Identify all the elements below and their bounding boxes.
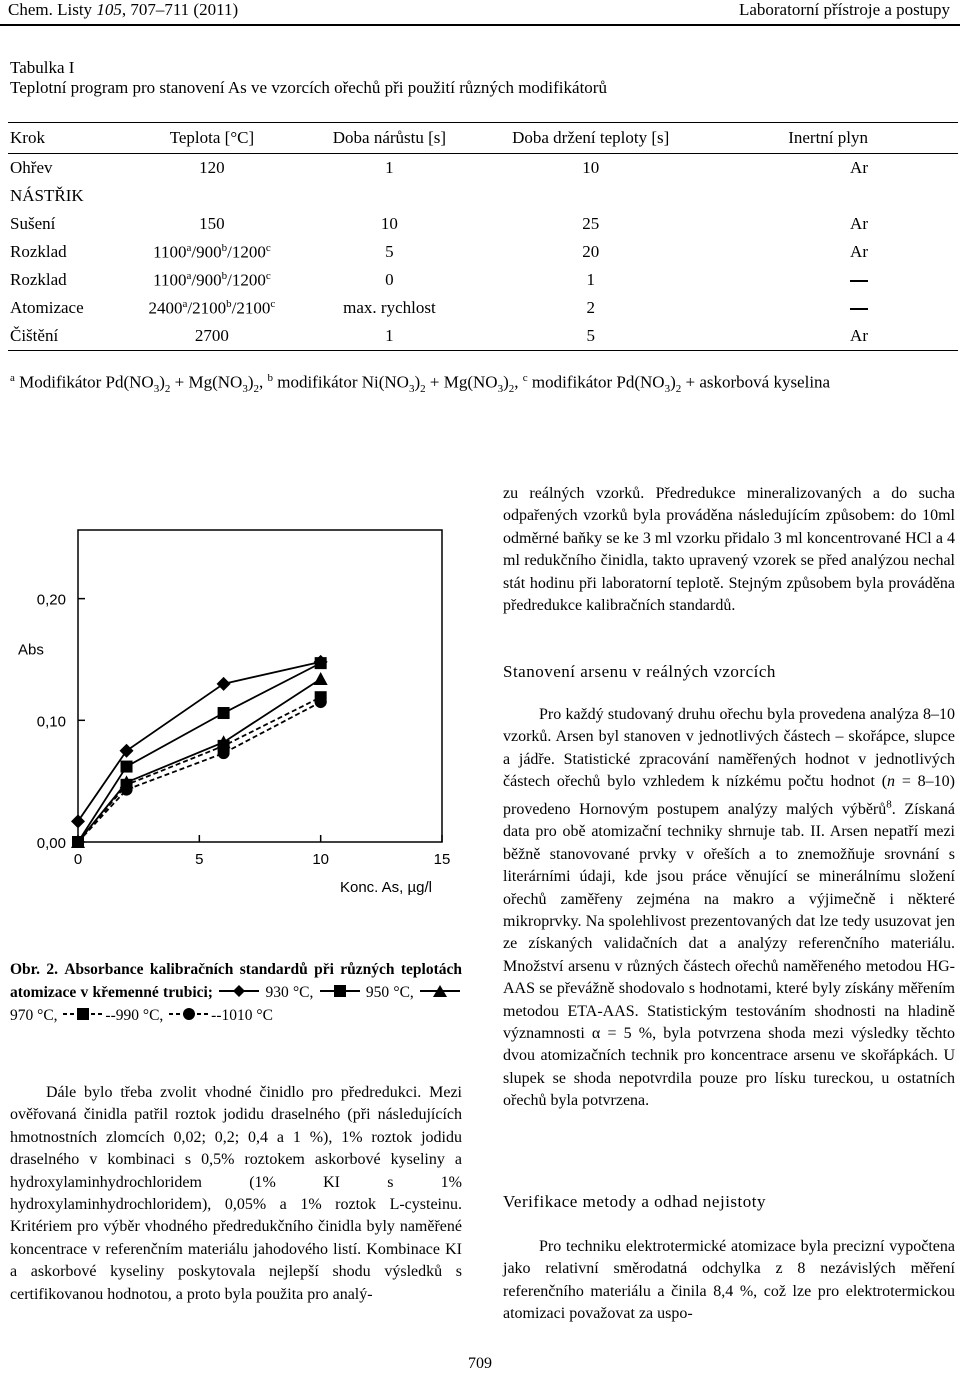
table-label: Tabulka I — [10, 58, 75, 77]
paragraph-text: Pro techniku elektrotermické atomizace byla precizní vypočtena jako relativní směrodatná odchylka z 8 nezávislých měření referenčního materiálu a činila 8,4 %, což lze pro elektrotermickou atomizaci považovat za uspo- — [503, 1238, 955, 1323]
cell-narust — [305, 182, 474, 210]
cell-narust: 1 — [385, 158, 394, 177]
y-tick-label: 0,10 — [36, 713, 66, 731]
running-header-section: Laboratorní přístroje a postupy — [738, 0, 950, 19]
paragraph-text: Dále bylo třeba zvolit vhodné činidlo pro předredukci. Mezi ověřovaná činidla patřil roztok jodidu draselného (při následujících hmotnostních zlomcích 0,02; 0,2; 0,4 a 1 %), 1% roztok jodidu draselného v kombinaci s 0,5% roztokem askorbové kyseliny a hydroxylaminhydrochloridem (1% KI s 1% hydroxylaminhydrochloridem), 0,05% a 1% roztok L-cysteinu. Kritériem pro výběr vhodného předredukčního činidla byly naměřené koncentrace v referenčním materiálu jahodového listí. Kombinace KI a askorbové kyseliny poskytovala nejlepší shodu výsledků s certifikovanou hodnotou, a proto byla použita pro analý- — [10, 1084, 462, 1303]
table-row — [8, 294, 958, 322]
cell-krok: Sušení — [10, 214, 56, 233]
data-point-square — [315, 657, 327, 669]
cell-narust: max. rychlost — [343, 298, 436, 317]
y-tick-label: 0,20 — [36, 591, 66, 609]
cell-teplota: 2400$^a$/2100$^b$/2100$^c$ — [148, 297, 276, 318]
table-row — [8, 210, 958, 238]
body-left-column — [10, 1082, 462, 1306]
body-right-column-bottom — [503, 1236, 955, 1326]
cell-teplota: 2700 — [119, 322, 305, 351]
cell-teplota: 150 — [199, 214, 225, 233]
col-header: Krok — [8, 123, 119, 154]
cell-krok: NÁSTŘIK — [10, 186, 84, 205]
body-right-column-mid — [503, 704, 955, 1113]
running-header-journal — [8, 0, 238, 20]
plot-frame — [78, 530, 442, 842]
cell-narust: 5 — [385, 242, 394, 261]
cell-plyn — [707, 182, 958, 210]
cell-plyn — [707, 266, 958, 294]
cell-krok: Rozklad — [10, 270, 67, 289]
legend-item-950 — [318, 984, 414, 1001]
x-tick-label: 15 — [433, 851, 451, 868]
cell-krok: Rozklad — [10, 242, 67, 261]
section-heading: Stanovení arsenu v reálných vzorcích — [503, 662, 776, 681]
data-point-triangle — [314, 672, 328, 685]
cell-drzeni: 2 — [586, 298, 595, 317]
journal-pages: , 707–711 (2011) — [121, 0, 239, 19]
x-tick-label: 0 — [73, 851, 83, 868]
legend-item-930 — [217, 984, 313, 1001]
table-row — [8, 266, 958, 294]
cell-plyn: Ar — [707, 322, 958, 351]
circle-dashed-line-icon — [167, 1008, 211, 1020]
x-axis-label: Konc. As, µg/l — [339, 879, 432, 896]
data-point-square — [121, 761, 133, 773]
paragraph — [503, 704, 955, 1113]
paragraph: zu reálných vzorků. Předredukce mineralizovaných a do sucha odpařených vzorků byla prováděna následujícím způsobem: do 10ml odměrné baňky se ke 3 ml vzorku přidalo 3 ml koncentrované HCl a 4 ml redukčního činidla, takto upravený vzorek se před analýzou nechal stát hodinu při laboratorní teplotě. Stejným způsobem byla prováděna předredukce kalibračních standardů. — [503, 485, 955, 615]
legend-label: 930 °C, — [265, 984, 314, 1001]
figure-caption-title: Absorbance kalibračních standardů při různých teplotách atomizace v křemenné trubici; — [10, 961, 462, 1001]
paragraph — [503, 1236, 955, 1326]
section-heading: Verifikace metody a odhad nejistoty — [503, 1192, 766, 1211]
dash-mark — [850, 280, 868, 282]
table-row — [8, 322, 958, 351]
cell-narust: 10 — [380, 214, 398, 233]
cell-plyn: Ar — [850, 158, 868, 177]
cell-teplota — [119, 182, 305, 210]
cell-drzeni: 5 — [474, 322, 707, 351]
diamond-line-icon — [217, 985, 261, 997]
col-header: Teplota [°C] — [119, 123, 305, 154]
series-line — [78, 702, 321, 842]
x-tick-label: 10 — [312, 851, 330, 868]
cell-drzeni: 20 — [582, 242, 600, 261]
paragraph — [10, 1082, 462, 1306]
calibration-chart — [0, 470, 470, 950]
legend-item-1010 — [167, 1007, 273, 1024]
data-point-circle — [72, 836, 84, 848]
data-point-circle — [315, 696, 327, 708]
cell-plyn — [707, 294, 958, 322]
header-rule — [0, 24, 960, 26]
cell-plyn: Ar — [850, 242, 868, 261]
legend-item-990 — [61, 1007, 163, 1024]
temperature-program-table — [8, 122, 958, 351]
cell-narust: 1 — [305, 322, 474, 351]
cell-drzeni: 10 — [582, 158, 600, 177]
cell-teplota: 120 — [199, 158, 225, 177]
figure-caption — [10, 958, 462, 1027]
body-right-column-top — [503, 483, 955, 617]
series-line — [78, 679, 321, 842]
table-row — [8, 182, 958, 210]
page-number: 709 — [468, 1355, 492, 1372]
data-point-diamond — [120, 744, 134, 758]
triangle-line-icon — [418, 985, 462, 997]
dash-mark — [850, 308, 868, 310]
cell-drzeni — [474, 182, 707, 210]
legend-label: 950 °C, — [365, 984, 414, 1001]
table-header-row — [8, 123, 958, 154]
x-tick-label: 5 — [195, 851, 204, 868]
data-point-circle — [121, 784, 133, 796]
col-header: Doba držení teploty [s] — [474, 123, 707, 154]
legend-label: 970 °C, — [10, 1007, 58, 1024]
y-tick-label: 0,00 — [36, 835, 66, 852]
data-point-diamond — [71, 814, 85, 828]
figure-caption-label: Obr. 2. — [10, 961, 58, 978]
cell-teplota: 1100$^a$/900$^b$/1200$^c$ — [153, 241, 271, 262]
cell-teplota: 1100$^a$/900$^b$/1200$^c$ — [153, 269, 271, 290]
cell-krok: Atomizace — [10, 298, 84, 317]
table-footnote: $^a$ Modifikátor $Pd(NO_3)_2 + Mg(NO_3)_2$, $^b$ modifikátor $Ni(NO_3)_2 + Mg(NO_3)_2$, $^c$ modifikátor $Pd(NO_3)_2$ + askorbová kyselina — [10, 372, 831, 396]
data-point-square — [218, 707, 230, 719]
cell-krok: Ohřev — [10, 158, 53, 177]
legend-label: --990 °C, — [105, 1007, 164, 1024]
table-row — [8, 238, 958, 266]
y-axis-label: Abs — [18, 641, 44, 659]
paragraph-text: Pro každý studovaný druhu ořechu byla provedena analýza 8–10 vzorků. Arsen byl stanoven v jednotlivých částech – skořápce, slupce a jádře. Statistické zpracování naměřených hodnot v jednotlivých částech ořechů bylo vzhledem k nízkému počtu hodnot (n = 8–10) provedeno Hornovým postupem analýzy malých výběrů$^8$. Získaná data pro obě atomizační techniky shrnuje tab. II. Arsen nepatří mezi běžně stanovované prvky v ořeších a to znemožňuje srovnání s literárními údaji, kde jsou práce věnující se minerálnímu složení ořechů zaměřeny zejména na makro a výjimečně i některé mikroprvky. Na spolehlivost prezentovaných dat lze tedy usuzovat jen ze získaných validačních dat a analýzy referenčního materiálu. Množství arsenu v různých částech ořechů naměřeného metodou HG-AAS se převážně shodovalo s hodnotami, které byly získány měřením metodou ETA-AAS. Statistickým testováním shodnosti na hladině významnosti α = 5 %, byla potvrzena shoda mezi výsledky těchto dvou atomizačních technik pro koncentrace arsenu ve skořápkách. U slupek se shoda nepotvrdila pouze pro lísku tureckou, u ostatních ořechů byla potvrzena. — [503, 706, 955, 1110]
square-line-icon — [318, 985, 362, 997]
data-point-circle — [218, 747, 230, 759]
cell-narust: 0 — [385, 270, 394, 289]
square-dashed-line-icon — [61, 1008, 105, 1020]
cell-drzeni: 1 — [586, 270, 595, 289]
col-header: Inertní plyn — [707, 123, 958, 154]
table-title: Teplotní program pro stanovení As ve vzorcích ořechů při použití různých modifikátorů — [10, 78, 607, 97]
legend-label: --1010 °C — [211, 1007, 273, 1024]
journal-volume: 105 — [96, 0, 122, 19]
table-row — [8, 154, 958, 183]
cell-drzeni: 25 — [582, 214, 600, 233]
col-header: Doba nárůstu [s] — [305, 123, 474, 154]
cell-krok: Čištění — [8, 322, 119, 351]
data-point-diamond — [217, 677, 231, 691]
journal-name: Chem. Listy — [8, 0, 97, 19]
cell-plyn: Ar — [850, 214, 868, 233]
